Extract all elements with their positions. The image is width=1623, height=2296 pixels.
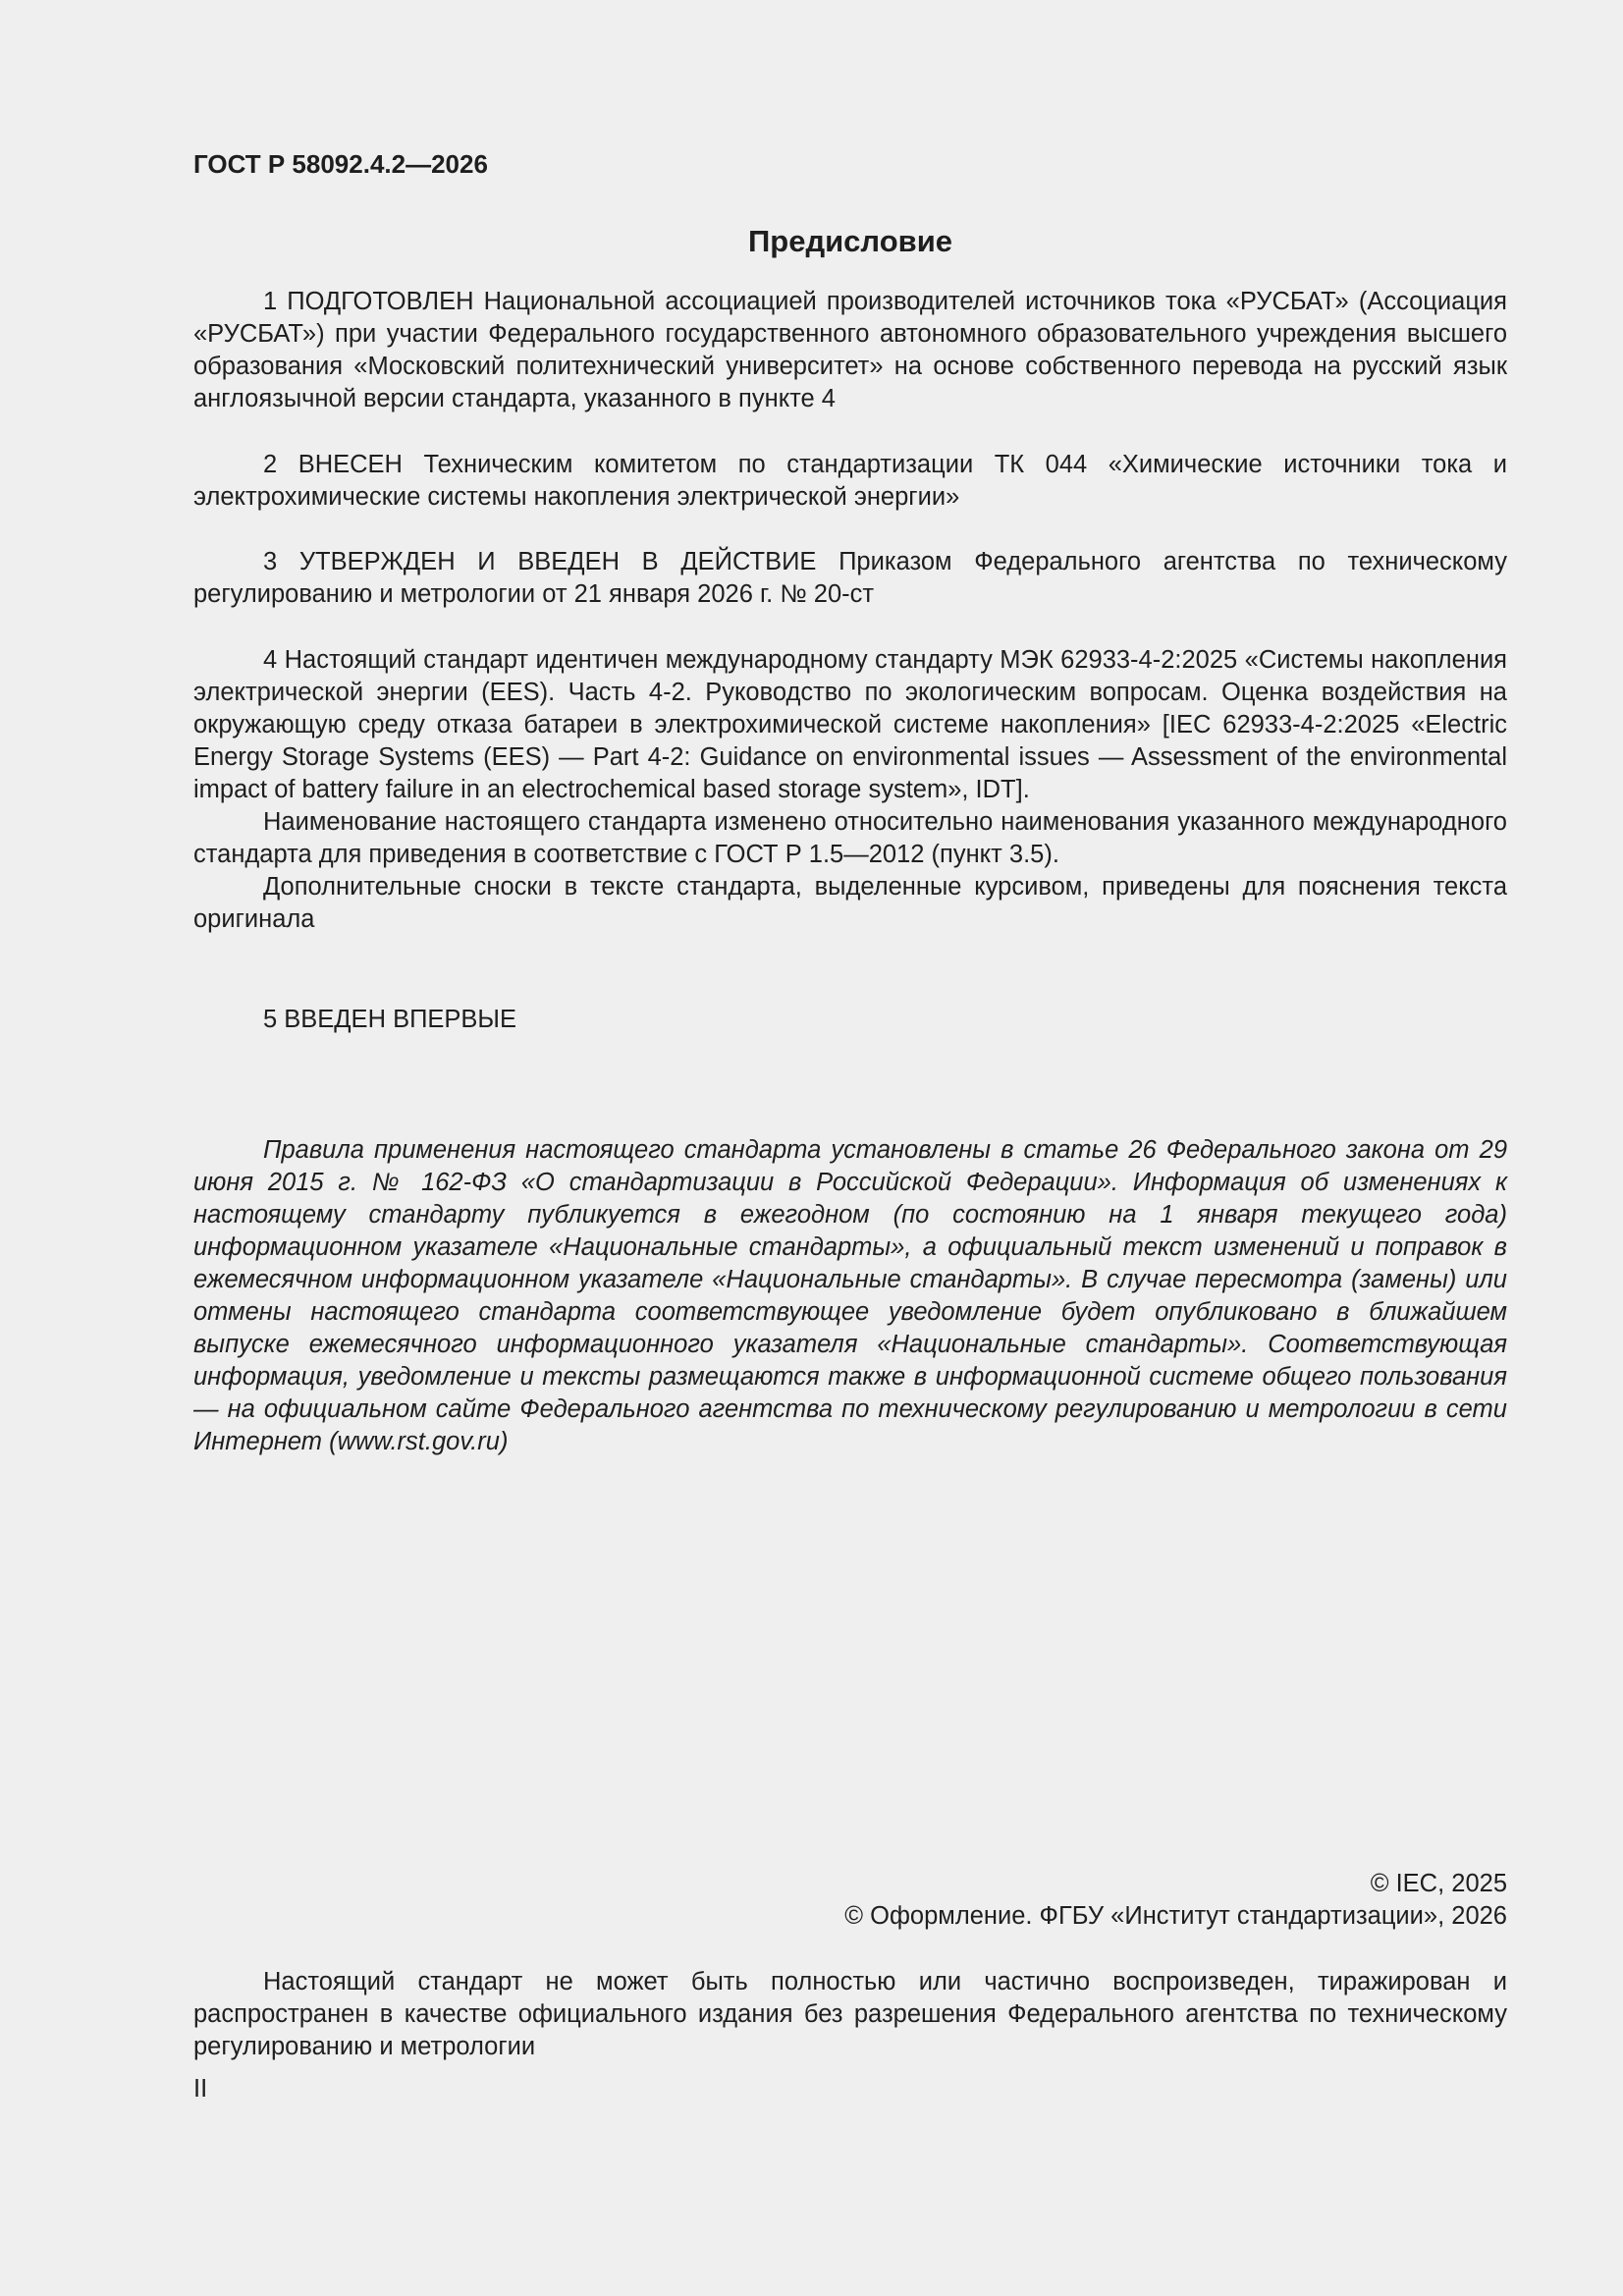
- section-1: [193, 286, 1507, 415]
- section-3-text: 3 УТВЕРЖДЕН И ВВЕДЕН В ДЕЙСТВИЕ Приказом Федерального агентства по техническому регулированию и метрологии от 21 января 2026 г. № 20-ст: [193, 548, 1507, 608]
- copyright-iec: © IEC, 2025: [1370, 1870, 1507, 1897]
- reproduction-notice-text: Настоящий стандарт не может быть полностью или частично воспроизведен, тиражирован и распространен в качестве официального издания без разрешения Федерального агентства по техническому регулированию и метрологии: [193, 1968, 1507, 2060]
- section-4-name-note: Наименование настоящего стандарта изменено относительно наименования указанного международного стандарта для приведения в соответствие с ГОСТ Р 1.5—2012 (пункт 3.5).: [193, 808, 1507, 868]
- reproduction-notice: [193, 1966, 1507, 2063]
- document-code: ГОСТ Р 58092.4.2—2026: [193, 149, 488, 179]
- section-1-text: 1 ПОДГОТОВЛЕН Национальной ассоциацией производителей источников тока «РУСБАТ» (Ассоциация «РУСБАТ») при участии Федерального государственного автономного образовательного учреждения высшего образования «Московский политехнический университет» на основе собственного перевода на русский язык англоязычной версии стандарта, указанного в пункте 4: [193, 288, 1507, 412]
- section-5: [193, 1004, 1507, 1036]
- copyright-design: © Оформление. ФГБУ «Институт стандартизации», 2026: [844, 1902, 1507, 1930]
- section-3: [193, 546, 1507, 611]
- document-page: [193, 0, 1507, 2296]
- page-title: Предисловие: [747, 224, 952, 258]
- section-4-text: 4 Настоящий стандарт идентичен международному стандарту МЭК 62933-4-2:2025 «Системы накопления электрической энергии (EES). Часть 4-2. Руководство по экологическим вопросам. Оценка воздействия на окружающую среду отказа батареи в электрохимической системе накопления» [IEC 62933-4-2:2025 «Electric Energy Storage Systems (EES) — Part 4-2: Guidance on environmental issues — Assessment of the environmental impact of battery failure in an electrochemical based storage system», IDT].: [193, 646, 1507, 803]
- page-number: II: [193, 2075, 208, 2103]
- rules-notice-text: Правила применения настоящего стандарта установлены в статье 26 Федерального закона от 29 июня 2015 г. № 162-ФЗ «О стандартизации в Российской Федерации». Информация об изменениях к настоящему стандарту публикуется в ежегодном (по состоянию на 1 января текущего года) информационном указателе «Национальные стандарты», а официальный текст изменений и поправок в ежемесячном информационном указателе «Национальные стандарты». В случае пересмотра (замены) или отмены настоящего стандарта соответствующее уведомление будет опубликовано в ближайшем выпуске ежемесячного информационного указателя «Национальные стандарты». Соответствующая информация, уведомление и тексты размещаются также в информационной системе общего пользования — на официальном сайте Федерального агентства по техническому регулированию и метрологии в сети Интернет (www.rst.gov.ru): [193, 1136, 1507, 1455]
- section-2: [193, 449, 1507, 514]
- rules-notice: [193, 1134, 1507, 1458]
- section-5-text: 5 ВВЕДЕН ВПЕРВЫЕ: [263, 1006, 517, 1033]
- section-4-footnote-note: Дополнительные сноски в тексте стандарта, выделенные курсивом, приведены для пояснения текста оригинала: [193, 873, 1507, 933]
- section-2-text: 2 ВНЕСЕН Техническим комитетом по стандартизации ТК 044 «Химические источники тока и электрохимические системы накопления электрической энергии»: [193, 451, 1507, 511]
- section-4: [193, 644, 1507, 936]
